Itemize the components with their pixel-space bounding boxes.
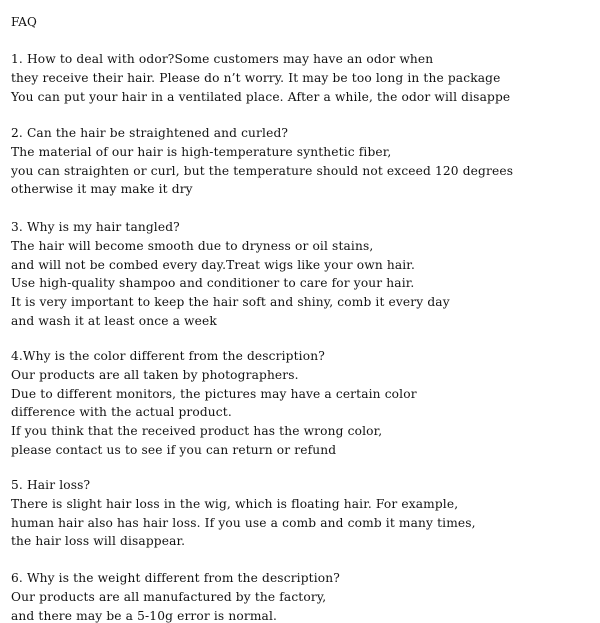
faq-answer-line: If you think that the received product has the wrong color,	[11, 424, 383, 439]
faq-answer-line: please contact us to see if you can return or refund	[11, 442, 337, 457]
faq-answer-line: Use high-quality shampoo and conditioner to care for your hair.	[11, 276, 415, 291]
faq-answer-line: they receive their hair. Please do n’t worry. It may be too long in the package	[11, 70, 501, 85]
faq-answer-line: The hair will become smooth due to dryness or oil stains,	[11, 238, 374, 253]
faq-question: 1. How to deal with odor?Some customers may have an odor when	[11, 52, 434, 66]
faq-answer-line: and will not be combed every day.Treat wigs like your own hair.	[11, 257, 415, 272]
faq-answer-line: The material of our hair is high-temperature synthetic fiber,	[11, 144, 392, 159]
faq-question: 4.Why is the color different from the description?	[11, 349, 325, 363]
faq-answer-line: human hair also has hair loss. If you use a comb and comb it many times,	[11, 515, 476, 530]
faq-answer-line: Due to different monitors, the pictures may have a certain color	[11, 386, 417, 401]
faq-answer-line: and wash it at least once a week	[11, 313, 217, 328]
faq-title: FAQ	[11, 15, 37, 29]
faq-answer-line: you can straighten or curl, but the temperature should not exceed 120 degrees	[11, 163, 514, 178]
faq-section-odor	[11, 50, 600, 106]
faq-section-tangled	[11, 218, 600, 331]
faq-answer-line: It is very important to keep the hair soft and shiny, comb it every day	[11, 295, 450, 310]
faq-section-color	[11, 347, 600, 460]
faq-answer-line: and there may be a 5-10g error is normal.	[11, 608, 278, 623]
faq-section-straighten-curl	[11, 124, 600, 199]
faq-answer-line: Our products are all taken by photographers.	[11, 367, 299, 382]
faq-answer-line: difference with the actual product.	[11, 405, 232, 420]
faq-question: 6. Why is the weight different from the description?	[11, 571, 340, 585]
faq-answer-line: Our products are all manufactured by the factory,	[11, 589, 327, 604]
faq-section-weight	[11, 569, 600, 623]
faq-answer-line: There is slight hair loss in the wig, which is floating hair. For example,	[11, 496, 459, 511]
faq-answer-line: otherwise it may make it dry	[11, 182, 193, 197]
faq-question: 2. Can the hair be straightened and curled?	[11, 126, 289, 140]
faq-question: 5. Hair loss?	[11, 478, 91, 492]
faq-question: 3. Why is my hair tangled?	[11, 220, 180, 234]
faq-section-hair-loss	[11, 476, 600, 551]
faq-answer-line: You can put your hair in a ventilated place. After a while, the odor will disappe	[11, 89, 511, 104]
faq-answer-line: the hair loss will disappear.	[11, 534, 186, 549]
